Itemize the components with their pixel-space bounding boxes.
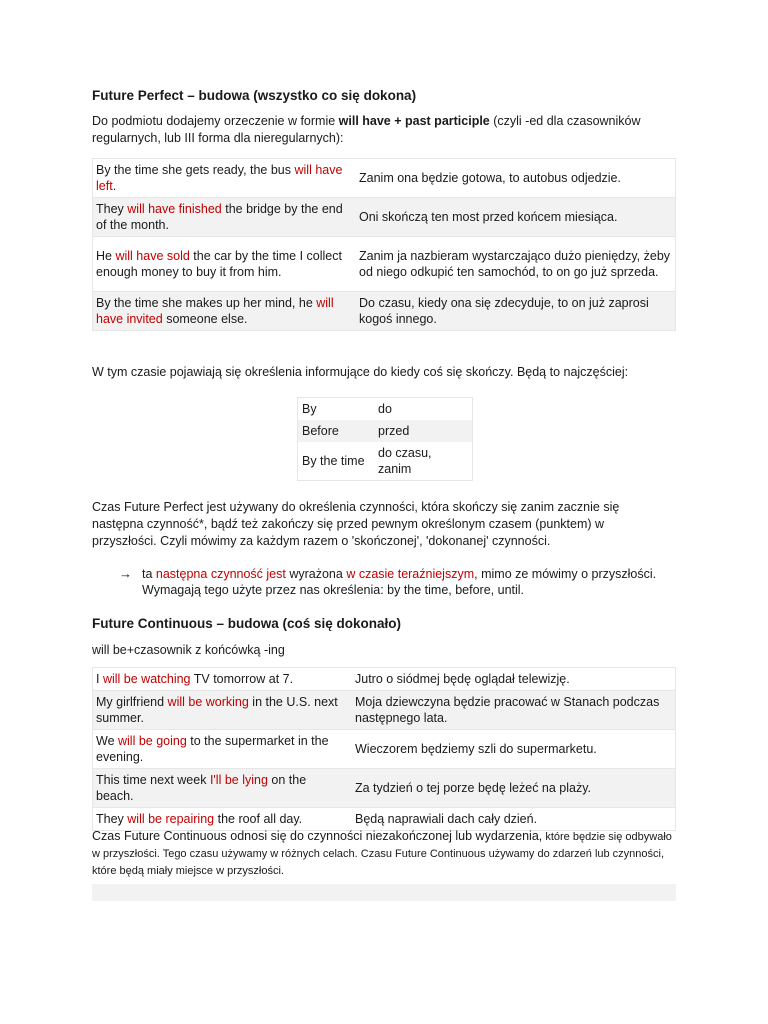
- english-example: They will be repairing the roof all day.: [93, 808, 350, 831]
- future-perfect-usage: Czas Future Perfect jest używany do określenia czynności, która skończy się zanim zacznie się następna czynność*, bądź też zakończy się przed pewnym określonym czasem (punktem) w przyszłości. Czyli mówimy za każdym razem o 'skończonej', 'dokonanej' czynności.: [92, 500, 620, 548]
- future-perfect-intro: Do podmiotu dodajemy orzeczenie w formie will have + past participle (czyli -ed dla czasowników regularnych, lub III forma dla nieregularnych):: [92, 114, 641, 145]
- future-continuous-usage: Czas Future Continuous odnosi się do czynności niezakończonej lub wydarzenia, które będzie się odbywało w przyszłości. Tego czasu używamy w różnych celach. Czasu Future Continuous używamy do zdarzeń lub czynności, które będą miały miejsce w przyszłości.: [92, 829, 672, 877]
- table-row: [93, 198, 676, 237]
- future-perfect-examples-table: [92, 158, 676, 331]
- table-row: [93, 237, 676, 292]
- table-row: [298, 420, 473, 442]
- expressions-intro: W tym czasie pojawiają się określenia informujące do kiedy coś się skończy. Będą to najczęściej:: [92, 365, 629, 379]
- expression-en: By: [302, 402, 317, 416]
- future-continuous-formula: will be+czasownik z końcówką -ing: [92, 643, 285, 657]
- arrow-right-icon: →: [119, 566, 132, 581]
- table-row: [93, 292, 676, 331]
- expression-pl: do: [378, 402, 392, 416]
- table-row: [298, 442, 473, 481]
- table-row: [93, 668, 676, 691]
- english-example: My girlfriend will be working in the U.S. next summer.: [93, 691, 350, 730]
- polish-translation: Oni skończą ten most przed końcem miesiąca.: [349, 198, 676, 237]
- polish-translation: Zanim ja nazbieram wystarczająco dużo pieniędzy, żeby od niego odkupić ten samochód, to on go już sprzeda.: [349, 237, 676, 292]
- polish-translation: Jutro o siódmej będę oglądał telewizję.: [349, 668, 676, 691]
- english-example: I will be watching TV tomorrow at 7.: [93, 668, 350, 691]
- polish-translation: Moja dziewczyna będzie pracować w Stanach podczas następnego lata.: [349, 691, 676, 730]
- polish-translation: Za tydzień o tej porze będę leżeć na plaży.: [349, 769, 676, 808]
- english-example: By the time she makes up her mind, he will have invited someone else.: [93, 292, 350, 331]
- english-example: They will have finished the bridge by the end of the month.: [93, 198, 350, 237]
- expression-en: By the time: [302, 454, 365, 468]
- expression-pl: do czasu, zanim: [378, 446, 432, 476]
- note-line-2: Wymagają tego użyte przez nas określenia: by the time, before, until.: [142, 583, 525, 597]
- time-expressions-table: [297, 397, 473, 481]
- polish-translation: Wieczorem będziemy szli do supermarketu.: [349, 730, 676, 769]
- english-example: He will have sold the car by the time I collect enough money to buy it from him.: [93, 237, 350, 292]
- table-row: [93, 730, 676, 769]
- note-line-1: ta następna czynność jest wyrażona w czasie teraźniejszym, mimo ze mówimy o przyszłości.: [142, 567, 657, 581]
- table-row: [93, 159, 676, 198]
- polish-translation: Zanim ona będzie gotowa, to autobus odjedzie.: [349, 159, 676, 198]
- future-continuous-examples-table: [92, 667, 676, 831]
- empty-table-row: [92, 884, 676, 901]
- expression-en: Before: [298, 420, 375, 442]
- table-row: [93, 769, 676, 808]
- future-continuous-heading: Future Continuous – budowa (coś się dokonało): [92, 616, 402, 631]
- english-example: We will be going to the supermarket in the evening.: [93, 730, 350, 769]
- table-row: [93, 691, 676, 730]
- english-example: By the time she gets ready, the bus will have left.: [93, 159, 350, 198]
- future-perfect-heading: Future Perfect – budowa (wszystko co się dokona): [92, 88, 417, 103]
- polish-translation: Będą naprawiali dach cały dzień.: [349, 808, 676, 831]
- english-example: This time next week I'll be lying on the beach.: [93, 769, 350, 808]
- expression-pl: przed: [374, 420, 473, 442]
- table-row: [298, 398, 473, 421]
- polish-translation: Do czasu, kiedy ona się zdecyduje, to on już zaprosi kogoś innego.: [349, 292, 676, 331]
